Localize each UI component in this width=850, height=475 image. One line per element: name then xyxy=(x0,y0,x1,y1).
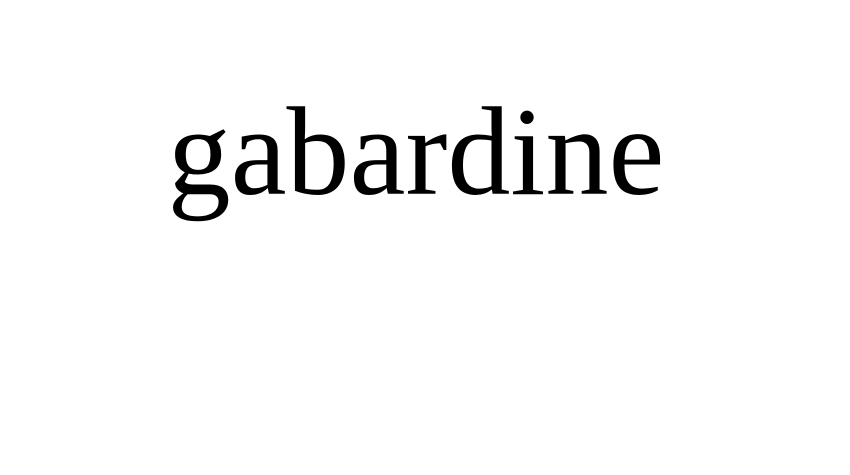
word-text: gabardine xyxy=(167,83,665,222)
